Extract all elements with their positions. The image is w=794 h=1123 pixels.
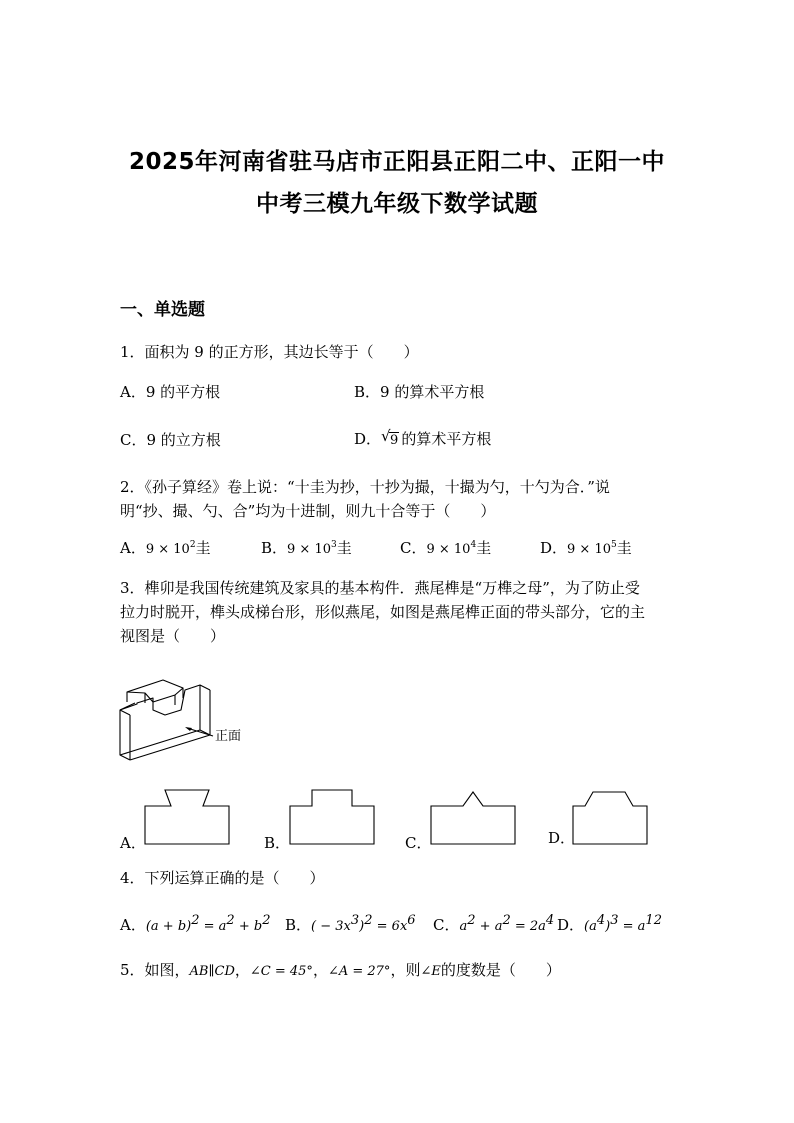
question-2-line2: 明“抄、撮、勺、合”均为十进制，则九十合等于（ ） [120, 502, 496, 520]
option-unit: 圭 [476, 539, 492, 557]
question-2-option-b [261, 537, 352, 558]
question-3-line2: 拉力时脱开，榫头成梯台形，形似燕尾，如图是燕尾榫正面的带头部分，它的主 [120, 603, 646, 621]
separator: ， [312, 961, 328, 979]
option-math: 9 × 10 [567, 542, 612, 557]
option-math: 9 × 10 [426, 542, 471, 557]
option-label: A． [120, 916, 146, 934]
question-3-option-b-label: B． [264, 834, 291, 852]
question-3-line3: 视图是（ ） [120, 627, 226, 645]
option-math: (a [584, 919, 597, 934]
question-1-option-a: A．9 的平方根 [120, 383, 221, 401]
front-face-label: 正面 [215, 729, 242, 744]
question-2-option-c [400, 537, 491, 558]
option-label: D． [540, 539, 568, 557]
angle-c-expression: ∠C = 45° [249, 964, 313, 979]
option-math: 9 × 10 [287, 542, 332, 557]
question-4-option-d: D．$(a^4)^3 = a^{12}$ [557, 913, 662, 934]
angle-e-expression: ∠E [420, 964, 441, 979]
question-3-line1: 3．榫卯是我国传统建筑及家具的基本构件．燕尾榫是“万榫之母”，为了防止受 [120, 579, 640, 597]
option-label: D． [354, 430, 382, 448]
dovetail-joint-figure [115, 670, 275, 765]
option-label: C． [400, 539, 427, 557]
separator: ， [234, 961, 250, 979]
option-d-shape [571, 788, 661, 846]
question-5-prefix: 5．如图， [120, 961, 190, 979]
question-1-option-b: B．9 的算术平方根 [354, 383, 485, 401]
option-math: a [459, 919, 468, 934]
question-5-suffix: 的度数是（ ） [440, 961, 561, 979]
question-2-line1: 2．《孙子算经》卷上说：“十圭为抄，十抄为撮，十撮为勺，十勺为合．”说 [120, 478, 610, 496]
section-heading: 一、单选题 [120, 300, 205, 320]
option-label: D． [557, 916, 585, 934]
option-unit: 圭 [195, 539, 211, 557]
question-2-option-d [540, 537, 632, 558]
option-math: (a + b) [145, 919, 192, 934]
option-label: B． [285, 916, 312, 934]
option-math: 9 × 10 [145, 542, 190, 557]
option-label: C． [433, 916, 460, 934]
document-title-line2: 中考三模九年级下数学试题 [256, 191, 538, 217]
question-5-stem [120, 958, 561, 984]
question-1-stem: 1．面积为 9 的正方形，其边长等于（ ） [120, 343, 419, 361]
question-3-option-d-label: D． [548, 829, 576, 847]
question-3-option-c-label: C． [405, 834, 432, 852]
question-1-option-d [354, 428, 491, 449]
question-1-option-c: C．9 的立方根 [120, 431, 221, 449]
option-math: ( − 3x [311, 919, 351, 934]
option-unit: 圭 [336, 539, 352, 557]
option-exponent: 5 [611, 540, 617, 550]
question-4-option-b: B．( − $3x^3)^2 = 6x^6$ [285, 913, 416, 934]
option-c-shape [429, 788, 519, 846]
angle-a-expression: ∠A = 27° [327, 964, 391, 979]
question-3-option-a-label: A． [120, 834, 146, 852]
question-2-option-a [120, 537, 211, 558]
option-b-shape [288, 788, 378, 846]
option-exponent: 2 [189, 540, 196, 550]
parallel-expression: AB∥CD [189, 964, 235, 979]
question-4-option-c: C．$a^2 + a^2 = 2a^4$ [433, 913, 555, 934]
document-title-line1: 2025年河南省驻马店市正阳县正阳二中、正阳一中 [128, 149, 665, 175]
option-label: B． [261, 539, 288, 557]
question-4-option-a: A．$(a + b)^2 = a^2 + b^2$ [120, 913, 271, 934]
front-face [120, 685, 200, 755]
option-exponent: 3 [331, 540, 337, 550]
question-4-stem: 4．下列运算正确的是（ ） [120, 869, 325, 887]
sqrt-symbol: √ 9 [381, 427, 399, 448]
option-text: 的算术平方根 [401, 430, 492, 448]
option-unit: 圭 [616, 539, 632, 557]
option-exponent: 4 [470, 540, 477, 550]
question-5-mid: ，则 [390, 961, 421, 979]
sqrt-radicand: 9 [390, 433, 399, 448]
option-a-shape [143, 788, 233, 846]
option-label: A． [120, 539, 146, 557]
